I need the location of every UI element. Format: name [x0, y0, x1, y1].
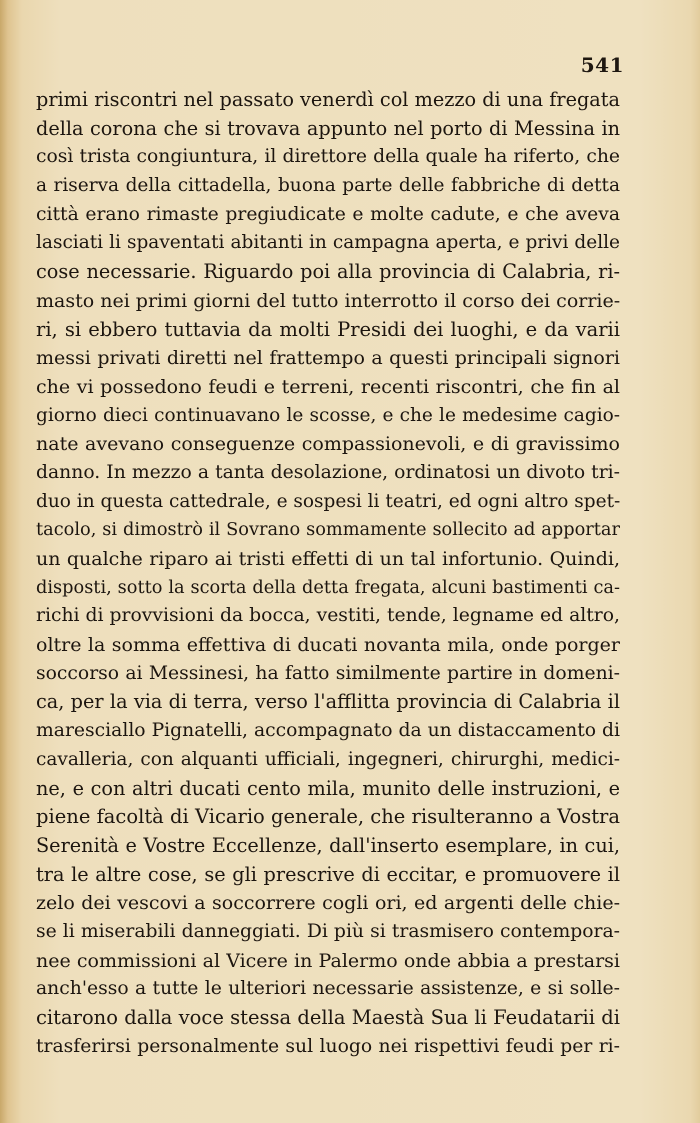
text-line: città erano rimaste pregiudicate e molte cadute, e che aveva	[36, 203, 620, 225]
text-line: richi di provvisioni da bocca, vestiti, tende, legname ed altro,	[36, 605, 620, 627]
text-line: nee commissioni al Vicere in Palermo onde abbia a prestarsi	[36, 949, 620, 972]
text-line: masto nei primi giorni del tutto interrotto il corso dei corrie-	[36, 289, 620, 312]
text-line: ne, e con altri ducati cento mila, munito delle instruzioni, e	[36, 776, 620, 800]
text-line: giorno dieci continuavano le scosse, e che le medesime cagio-	[36, 404, 620, 426]
text-line: così trista congiuntura, il direttore della quale ha riferto, che	[36, 146, 620, 168]
text-line: ri, si ebbero tuttavia da molti Presidi dei luoghi, e da varii	[36, 317, 620, 341]
text-line: ca, per la via di terra, verso l'afflitta provincia di Calabria il	[36, 690, 620, 714]
text-line: anch'esso a tutte le ulteriori necessarie assistenze, e si solle-	[36, 978, 620, 1000]
text-line: piene facoltà di Vicario generale, che risulteranno a Vostra	[36, 805, 620, 829]
text-line: un qualche riparo ai tristi effetti di un tal infortunio. Quindi,	[36, 548, 620, 570]
text-line: danno. In mezzo a tanta desolazione, ordinatosi un divoto tri-	[36, 461, 620, 483]
text-line: Serenità e Vostre Eccellenze, dall'inserto esemplare, in cui,	[36, 833, 620, 857]
text-line: oltre la somma effettiva di ducati novanta mila, onde porger	[36, 634, 620, 657]
text-line: nate avevano conseguenze compassionevoli, e di gravissimo	[36, 433, 620, 456]
text-line: zelo dei vescovi a soccorrere cogli ori, ed argenti delle chie-	[36, 892, 620, 915]
body-text	[36, 86, 620, 1061]
text-line: citarono dalla voce stessa della Maestà Sua li Feudatarii di	[36, 1006, 620, 1029]
text-line: disposti, sotto la scorta della detta fregata, alcuni bastimenti ca-	[36, 577, 620, 598]
text-line: trasferirsi personalmente sul luogo nei rispettivi feudi per ri-	[36, 1035, 620, 1057]
text-line: primi riscontri nel passato venerdì col mezzo di una fregata	[36, 88, 620, 111]
text-line: duo in questa cattedrale, e sospesi li teatri, ed ogni altro spet-	[36, 490, 620, 512]
text-line: cose necessarie. Riguardo poi alla provincia di Calabria, ri-	[36, 260, 620, 284]
text-line: se li miserabili danneggiati. Di più si trasmisero contempora-	[36, 920, 620, 942]
text-line: che vi possedono feudi e terreni, recenti riscontri, che fin al	[36, 375, 620, 398]
text-line: soccorso ai Messinesi, ha fatto similmente partire in domeni-	[36, 662, 620, 684]
text-line: tacolo, si dimostrò il Sovrano sommamente sollecito ad apportar	[36, 520, 620, 541]
text-line: maresciallo Pignatelli, accompagnato da un distaccamento di	[36, 720, 620, 742]
text-line: cavalleria, con alquanti ufficiali, ingegneri, chirurghi, medici-	[36, 748, 620, 770]
text-line: lasciati li spaventati abitanti in campagna aperta, e privi delle	[36, 232, 620, 254]
text-line: tra le altre cose, se gli prescrive di eccitar, e promuovere il	[36, 862, 620, 886]
text-line: messi privati diretti nel frattempo a questi principali signori	[36, 347, 620, 370]
text-line: della corona che si trovava appunto nel porto di Messina in	[36, 116, 620, 140]
page-number: 541	[580, 53, 624, 77]
text-line: a riserva della cittadella, buona parte delle fabbriche di detta	[36, 175, 620, 197]
